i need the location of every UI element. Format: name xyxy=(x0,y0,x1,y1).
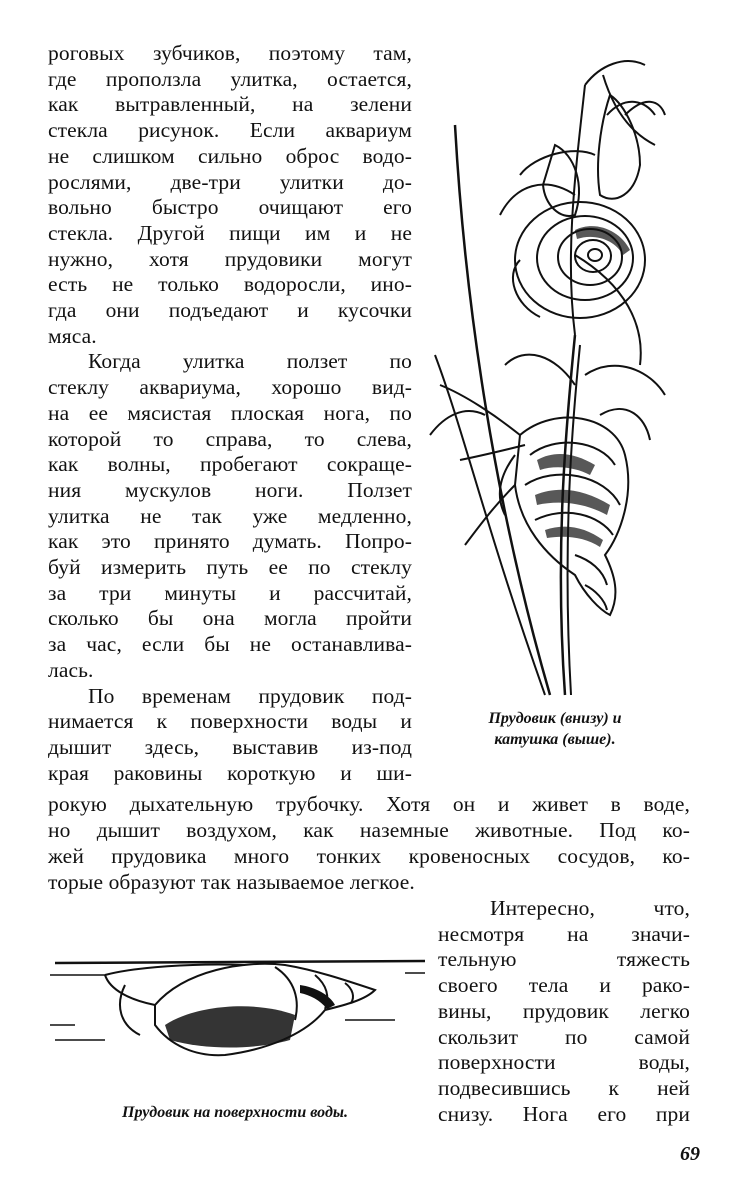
text-line: подвесившись к ней xyxy=(438,1075,690,1100)
text-line: гда они подъедают и кусочки xyxy=(48,298,412,322)
text-line: которой то справа, то слева, xyxy=(48,426,412,451)
text-line: буй измерить путь ее по стеклу xyxy=(48,555,412,579)
text-line: рокую дыхательную трубочку. Хотя он и живет в воде, xyxy=(48,792,690,816)
text-line: По временам прудовик под- xyxy=(88,683,412,708)
text-line: на ее мясистая плоская нога, по xyxy=(48,400,412,425)
text-line: стекла. Другой пищи им и не xyxy=(48,220,412,245)
text-line: рослями, две-три улитки до- xyxy=(48,169,412,194)
text-line: вины, прудовик легко xyxy=(438,998,690,1023)
text-line: скользит по самой xyxy=(438,1024,690,1049)
text-line: как волны, пробегают сокраще- xyxy=(48,452,412,477)
text-line: Когда улитка ползет по xyxy=(88,349,412,374)
text-line: улитка не так уже медленно, xyxy=(48,503,412,528)
figure-caption-bottom: Прудовик на поверхности воды. xyxy=(122,1104,348,1121)
text-line: тельную тяжесть xyxy=(438,947,690,972)
text-line: ния мускулов ноги. Ползет xyxy=(48,477,412,502)
text-line: края раковины короткую и ши- xyxy=(48,760,412,785)
figure-caption-top-line2: катушка (выше). xyxy=(494,731,616,748)
text-line: за три минуты и рассчитай, xyxy=(48,580,412,605)
text-line: за час, если бы не останавлива- xyxy=(48,632,412,657)
text-line: как вытравленный, на зелени xyxy=(48,92,412,117)
text-line: торые образуют так называемое легкое. xyxy=(48,870,415,894)
text-line: нимается к поверхности воды и xyxy=(48,709,412,734)
text-line: нужно, хотя прудовики могут xyxy=(48,246,412,271)
text-line: дышит здесь, выставив из-под xyxy=(48,734,412,759)
page-number: 69 xyxy=(680,1143,700,1165)
text-line: лась. xyxy=(48,657,94,682)
text-line: но дышит воздухом, как наземные животные. Под ко- xyxy=(48,818,690,842)
text-line: как это принято думать. Попро- xyxy=(48,529,412,554)
text-line: мяса. xyxy=(48,323,97,348)
snail-at-surface-illustration xyxy=(45,945,430,1065)
text-line: роговых зубчиков, поэтому там, xyxy=(48,41,412,65)
snails-on-plant-illustration xyxy=(425,55,675,705)
text-line: вольно быстро очищают его xyxy=(48,195,412,220)
text-line: поверхности воды, xyxy=(438,1050,690,1075)
text-line: Интересно, что, xyxy=(490,896,690,920)
text-line: снизу. Нога его при xyxy=(438,1101,690,1126)
figure-caption-top-line1: Прудовик (внизу) и xyxy=(488,710,622,727)
text-line: стекла рисунок. Если аквариум xyxy=(48,118,412,143)
text-line: несмотря на значи- xyxy=(438,921,690,946)
text-line: есть не только водоросли, ино- xyxy=(48,272,412,297)
text-line: жей прудовика много тонких кровеносных сосудов, ко- xyxy=(48,844,690,868)
text-line: стеклу аквариума, хорошо вид- xyxy=(48,375,412,400)
text-line: не слишком сильно оброс водо- xyxy=(48,143,412,168)
text-line: сколько бы она могла пройти xyxy=(48,606,412,631)
text-line: где проползла улитка, остается, xyxy=(48,66,412,91)
text-line: своего тела и рако- xyxy=(438,973,690,998)
